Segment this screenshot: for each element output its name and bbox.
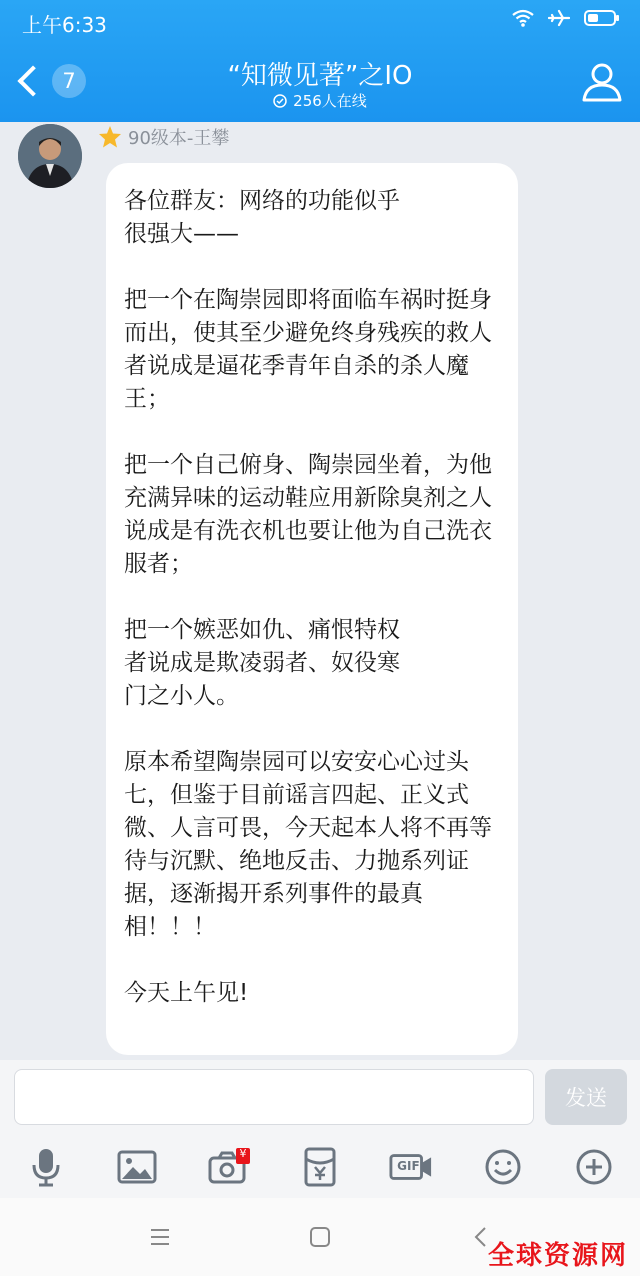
more-button[interactable] xyxy=(572,1145,616,1189)
sender-name: 90级本-王攀 xyxy=(128,128,230,149)
online-count-text: 256人在线 xyxy=(293,92,367,110)
watermark: 全球资源网 xyxy=(487,1241,628,1271)
red-packet-mark: ¥ xyxy=(239,1147,247,1160)
back-button[interactable] xyxy=(12,56,90,106)
battery-icon xyxy=(584,9,620,27)
check-circle-icon xyxy=(273,94,287,108)
image-button[interactable] xyxy=(115,1145,159,1189)
avatar[interactable] xyxy=(18,124,82,188)
red-packet-camera-button[interactable] xyxy=(207,1145,251,1189)
emoji-button[interactable] xyxy=(481,1145,525,1189)
airplane-icon xyxy=(548,8,570,28)
image-icon xyxy=(117,1150,157,1184)
red-envelope-icon xyxy=(304,1147,336,1187)
message-input[interactable] xyxy=(14,1069,534,1125)
voice-button[interactable] xyxy=(24,1145,68,1189)
home-button[interactable] xyxy=(300,1217,340,1257)
user-icon xyxy=(578,58,626,106)
message-text: 各位群友：网络的功能似乎 很强大—— 把一个在陶崇园即将面临车祸时挺身而出，使其至少避免终身残疾的救人者说成是逼花季青年自杀的杀人魔王； 把一个自己俯身、陶崇园坐着，为他充满异味的运动鞋应用新除臭剂之人说成是有洗衣机也要让他为自己洗衣服者； 把一个嫉恶如仇、痛恨特权 者说成是欺凌弱者、奴役寒 门之小人。 原本希望陶崇园可以安安心心过头七，但鉴于目前谣言四起、正义式微、人言可畏，今天起本人将不再等待与沉默、绝地反击、力抛系列证据，逐渐揭开系列事件的最真相！！！ 今天上午见! xyxy=(124,188,492,1006)
send-button[interactable]: 发送 xyxy=(545,1069,627,1125)
unread-badge: 7 xyxy=(52,64,86,98)
plus-circle-icon xyxy=(575,1148,613,1186)
status-icons xyxy=(512,8,620,28)
page-title: “知微见著”之IO xyxy=(227,61,413,91)
message-bubble[interactable] xyxy=(106,163,518,1055)
menu-button[interactable] xyxy=(140,1217,180,1257)
red-envelope-button[interactable] xyxy=(298,1145,342,1189)
status-bar xyxy=(0,0,640,42)
person-photo-icon xyxy=(18,124,82,188)
microphone-icon xyxy=(29,1147,63,1187)
star-badge-icon xyxy=(98,125,122,149)
back-chevron-icon xyxy=(17,65,48,96)
sender-info xyxy=(98,124,229,150)
smiley-icon xyxy=(484,1148,522,1186)
gif-button[interactable] xyxy=(389,1145,433,1189)
gif-label: GIF xyxy=(397,1159,420,1173)
menu-icon xyxy=(149,1228,171,1246)
wifi-icon xyxy=(512,9,534,27)
home-square-icon xyxy=(309,1226,331,1248)
chat-header xyxy=(0,0,640,122)
back-arrow-icon xyxy=(473,1226,487,1248)
status-time: 上午6:33 xyxy=(22,13,107,37)
group-members-button[interactable] xyxy=(578,58,626,106)
input-toolbar xyxy=(0,1136,640,1198)
online-count xyxy=(120,90,520,111)
